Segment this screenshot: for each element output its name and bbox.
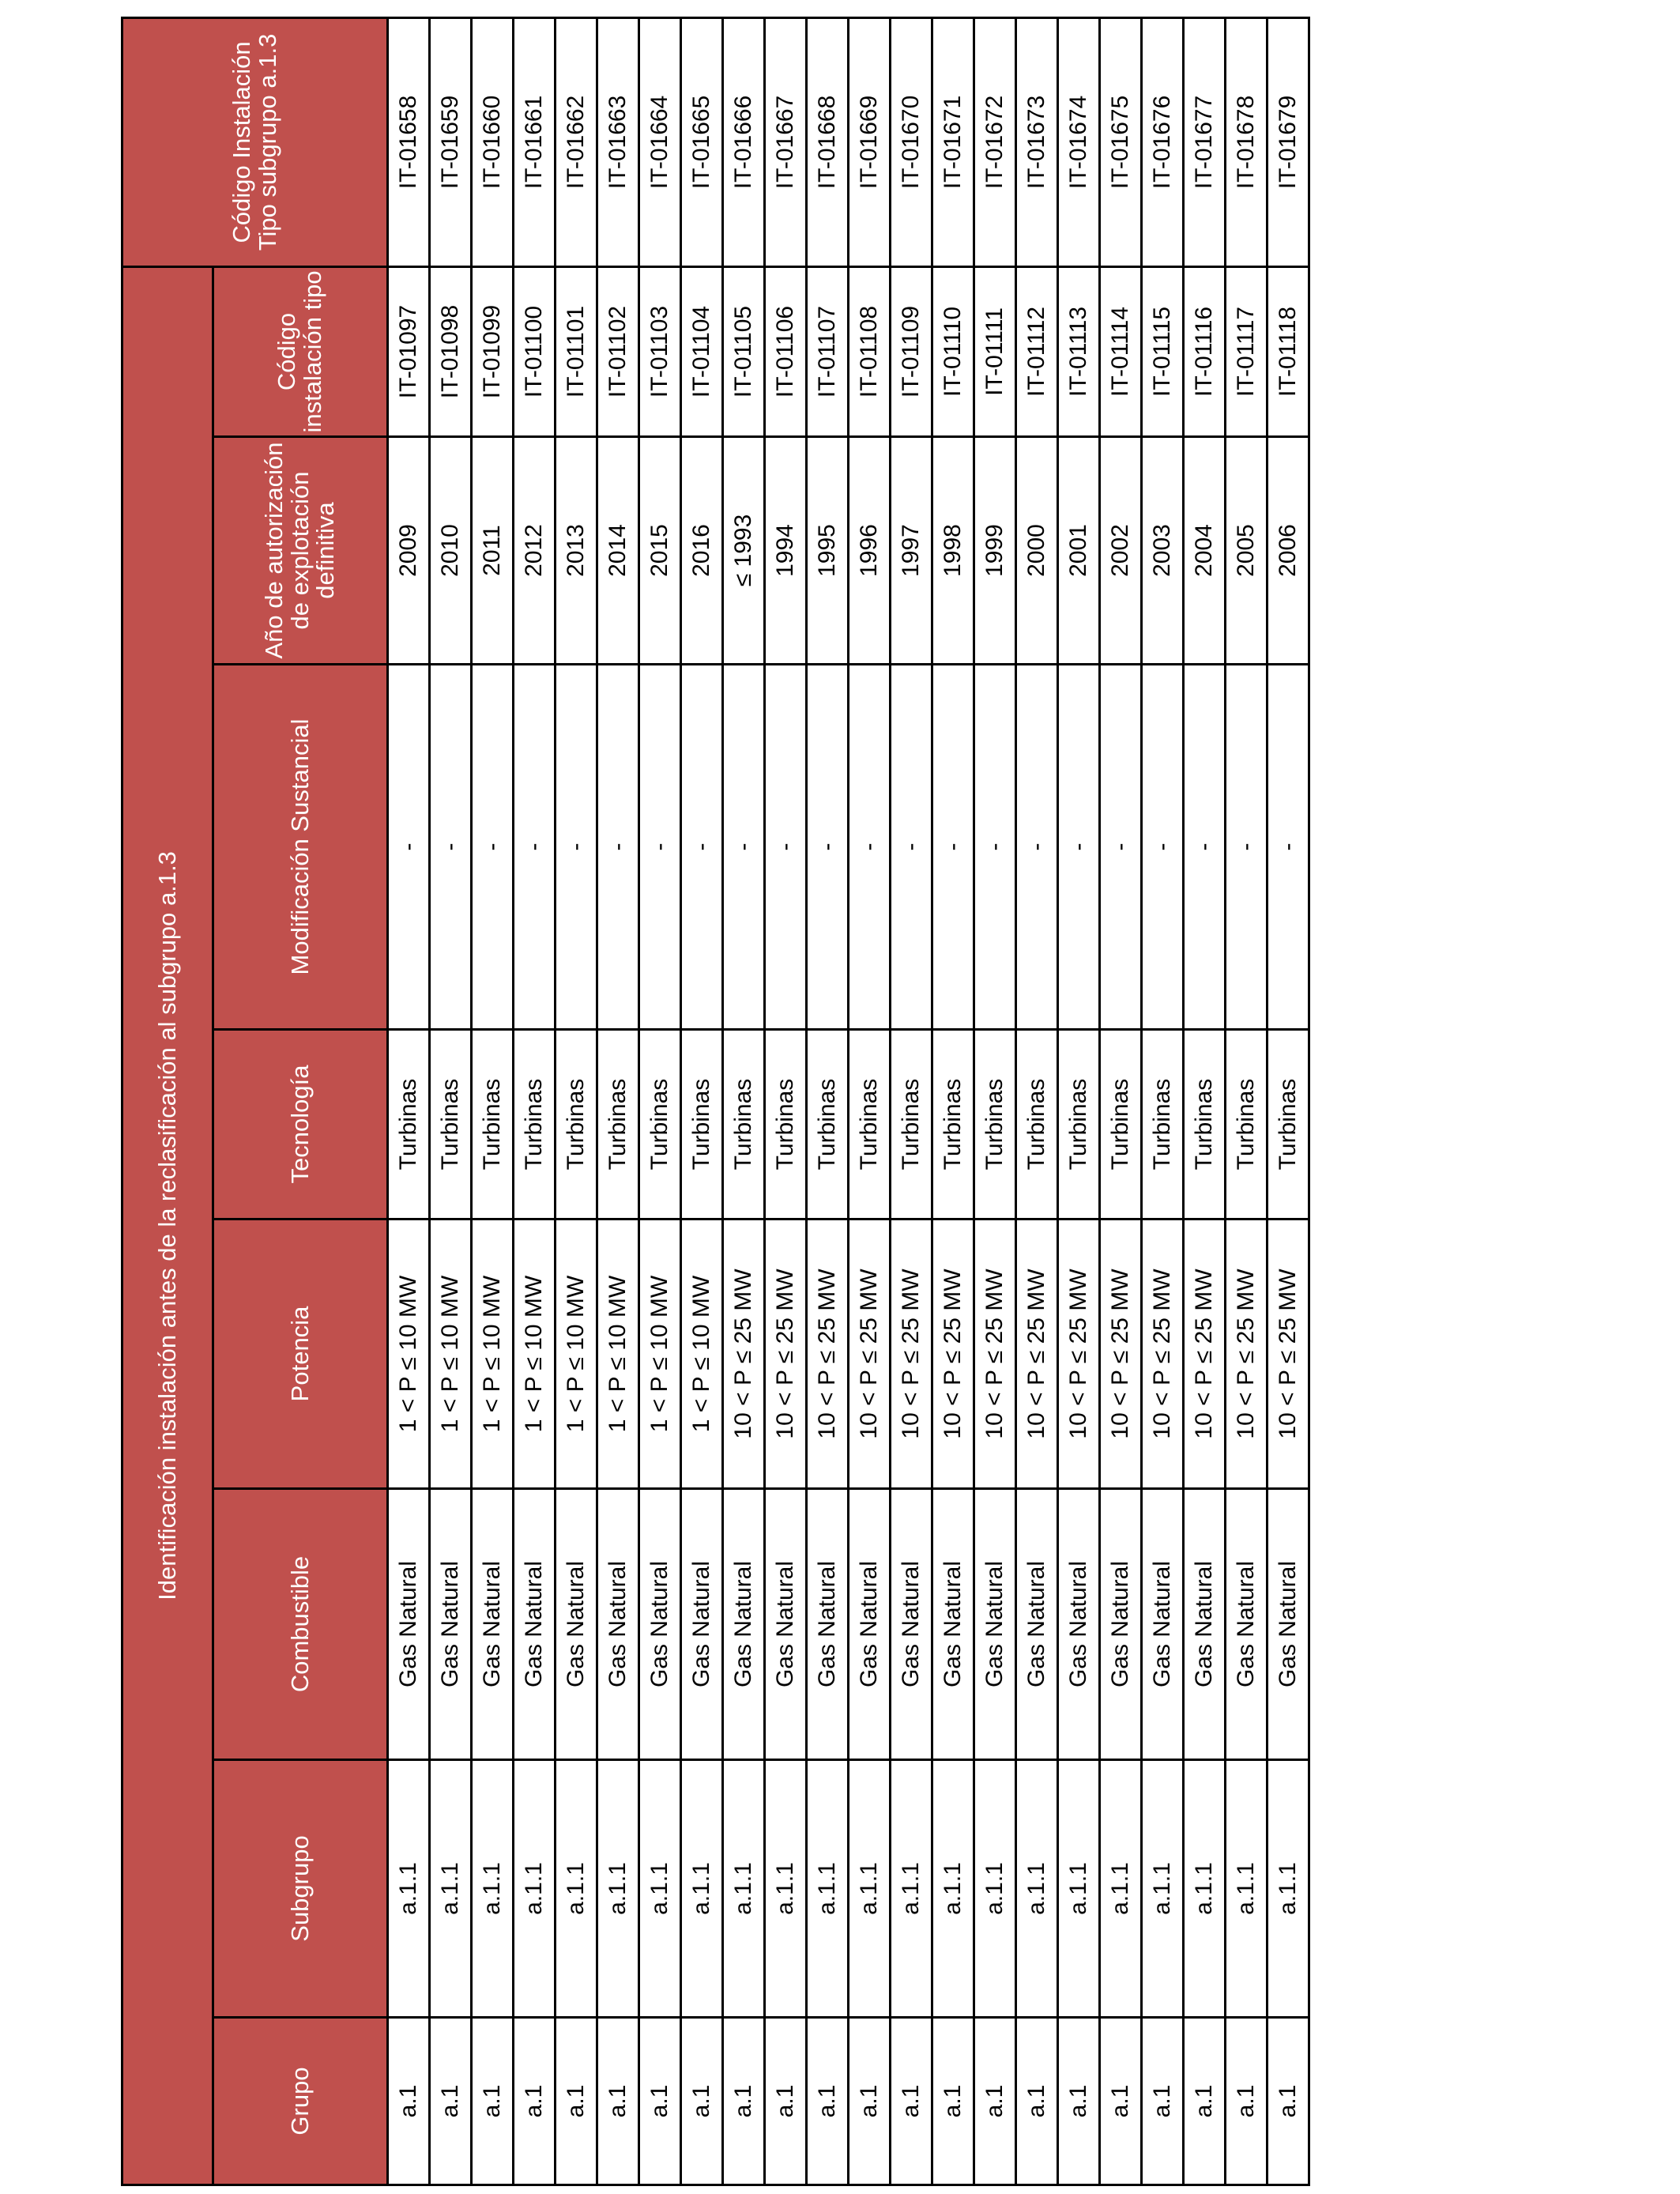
modificacion-cell: - — [849, 665, 891, 1030]
anio-cell: 2011 — [472, 437, 514, 665]
modificacion-cell: - — [1226, 665, 1268, 1030]
potencia-cell: 1 < P ≤ 10 MW — [388, 1220, 430, 1489]
codigo-tipo-cell: IT-01101 — [556, 266, 597, 436]
grupo-cell: a.1 — [1058, 2018, 1100, 2185]
codigo-tipo-cell: IT-01103 — [639, 266, 681, 436]
codigo-tipo-cell: IT-01112 — [1016, 266, 1058, 436]
table-row — [807, 17, 849, 2185]
anio-cell: 2013 — [556, 437, 597, 665]
tecnologia-cell: Turbinas — [388, 1030, 430, 1220]
modificacion-cell: - — [1100, 665, 1142, 1030]
combustible-cell: Gas Natural — [723, 1489, 765, 1760]
header-row-title — [122, 17, 213, 2185]
codigo-a13-cell: IT-01672 — [974, 17, 1016, 266]
codigo-tipo-cell: IT-01102 — [597, 266, 639, 436]
modificacion-cell: - — [1142, 665, 1184, 1030]
table-row — [974, 17, 1016, 2185]
codigo-a13-cell: IT-01660 — [472, 17, 514, 266]
codigo-tipo-cell: IT-01105 — [723, 266, 765, 436]
modificacion-cell: - — [388, 665, 430, 1030]
codigo-a13-cell: IT-01675 — [1100, 17, 1142, 266]
subgrupo-cell: a.1.1 — [849, 1760, 891, 2018]
table-row — [932, 17, 974, 2185]
reclassification-table — [121, 17, 1310, 2186]
subgrupo-cell: a.1.1 — [514, 1760, 556, 2018]
rotated-table-container — [121, 17, 1310, 2186]
potencia-cell: 10 < P ≤ 25 MW — [1100, 1220, 1142, 1489]
tecnologia-cell: Turbinas — [514, 1030, 556, 1220]
potencia-cell: 10 < P ≤ 25 MW — [932, 1220, 974, 1489]
potencia-cell: 1 < P ≤ 10 MW — [681, 1220, 723, 1489]
combustible-cell: Gas Natural — [514, 1489, 556, 1760]
combustible-cell: Gas Natural — [1268, 1489, 1309, 1760]
table-row — [514, 17, 556, 2185]
grupo-cell: a.1 — [1100, 2018, 1142, 2185]
modificacion-cell: - — [891, 665, 932, 1030]
tecnologia-cell: Turbinas — [1058, 1030, 1100, 1220]
combustible-cell: Gas Natural — [597, 1489, 639, 1760]
header-anio: Año de autorización de explotación definitiva — [213, 437, 388, 665]
subgrupo-cell: a.1.1 — [1184, 1760, 1226, 2018]
grupo-cell: a.1 — [1016, 2018, 1058, 2185]
combustible-cell: Gas Natural — [1016, 1489, 1058, 1760]
tecnologia-cell: Turbinas — [723, 1030, 765, 1220]
header-row-columns — [213, 17, 388, 2185]
table-row — [1268, 17, 1309, 2185]
combustible-cell: Gas Natural — [932, 1489, 974, 1760]
subgrupo-cell: a.1.1 — [1058, 1760, 1100, 2018]
table-row — [1016, 17, 1058, 2185]
tecnologia-cell: Turbinas — [639, 1030, 681, 1220]
modificacion-cell: - — [514, 665, 556, 1030]
anio-cell: ≤ 1993 — [723, 437, 765, 665]
modificacion-cell: - — [807, 665, 849, 1030]
codigo-a13-cell: IT-01669 — [849, 17, 891, 266]
modificacion-cell: - — [1268, 665, 1309, 1030]
modificacion-cell: - — [472, 665, 514, 1030]
codigo-a13-cell: IT-01671 — [932, 17, 974, 266]
grupo-cell: a.1 — [974, 2018, 1016, 2185]
table-row — [597, 17, 639, 2185]
header-potencia: Potencia — [213, 1220, 388, 1489]
anio-cell: 2014 — [597, 437, 639, 665]
header-grupo: Grupo — [213, 2018, 388, 2185]
codigo-tipo-cell: IT-01100 — [514, 266, 556, 436]
combustible-cell: Gas Natural — [556, 1489, 597, 1760]
grupo-cell: a.1 — [807, 2018, 849, 2185]
codigo-tipo-cell: IT-01117 — [1226, 266, 1268, 436]
anio-cell: 2002 — [1100, 437, 1142, 665]
potencia-cell: 10 < P ≤ 25 MW — [1268, 1220, 1309, 1489]
grupo-cell: a.1 — [1226, 2018, 1268, 2185]
codigo-a13-cell: IT-01658 — [388, 17, 430, 266]
table-row — [1184, 17, 1226, 2185]
codigo-tipo-cell: IT-01099 — [472, 266, 514, 436]
subgrupo-cell: a.1.1 — [765, 1760, 807, 2018]
potencia-cell: 10 < P ≤ 25 MW — [891, 1220, 932, 1489]
potencia-cell: 1 < P ≤ 10 MW — [430, 1220, 472, 1489]
potencia-cell: 1 < P ≤ 10 MW — [639, 1220, 681, 1489]
tecnologia-cell: Turbinas — [1226, 1030, 1268, 1220]
table-row — [1226, 17, 1268, 2185]
anio-cell: 2005 — [1226, 437, 1268, 665]
subgrupo-cell: a.1.1 — [723, 1760, 765, 2018]
anio-cell: 2012 — [514, 437, 556, 665]
subgrupo-cell: a.1.1 — [1016, 1760, 1058, 2018]
combustible-cell: Gas Natural — [639, 1489, 681, 1760]
codigo-a13-cell: IT-01674 — [1058, 17, 1100, 266]
modificacion-cell: - — [1016, 665, 1058, 1030]
subgrupo-cell: a.1.1 — [1142, 1760, 1184, 2018]
potencia-cell: 10 < P ≤ 25 MW — [1184, 1220, 1226, 1489]
codigo-a13-cell: IT-01679 — [1268, 17, 1309, 266]
table-row — [765, 17, 807, 2185]
modificacion-cell: - — [556, 665, 597, 1030]
table-row — [472, 17, 514, 2185]
codigo-tipo-cell: IT-01110 — [932, 266, 974, 436]
subgrupo-cell: a.1.1 — [556, 1760, 597, 2018]
codigo-tipo-cell: IT-01115 — [1142, 266, 1184, 436]
potencia-cell: 1 < P ≤ 10 MW — [597, 1220, 639, 1489]
subgrupo-cell: a.1.1 — [891, 1760, 932, 2018]
tecnologia-cell: Turbinas — [765, 1030, 807, 1220]
combustible-cell: Gas Natural — [681, 1489, 723, 1760]
codigo-a13-cell: IT-01668 — [807, 17, 849, 266]
grupo-cell: a.1 — [514, 2018, 556, 2185]
table-row — [1058, 17, 1100, 2185]
anio-cell: 1994 — [765, 437, 807, 665]
table-row — [639, 17, 681, 2185]
subgrupo-cell: a.1.1 — [472, 1760, 514, 2018]
codigo-a13-cell: IT-01663 — [597, 17, 639, 266]
tecnologia-cell: Turbinas — [556, 1030, 597, 1220]
table-row — [430, 17, 472, 2185]
combustible-cell: Gas Natural — [1226, 1489, 1268, 1760]
grupo-cell: a.1 — [430, 2018, 472, 2185]
tecnologia-cell: Turbinas — [1184, 1030, 1226, 1220]
grupo-cell: a.1 — [765, 2018, 807, 2185]
codigo-a13-cell: IT-01676 — [1142, 17, 1184, 266]
potencia-cell: 10 < P ≤ 25 MW — [765, 1220, 807, 1489]
codigo-a13-cell: IT-01667 — [765, 17, 807, 266]
codigo-tipo-cell: IT-01098 — [430, 266, 472, 436]
tecnologia-cell: Turbinas — [849, 1030, 891, 1220]
anio-cell: 1998 — [932, 437, 974, 665]
anio-cell: 1996 — [849, 437, 891, 665]
grupo-cell: a.1 — [472, 2018, 514, 2185]
combustible-cell: Gas Natural — [849, 1489, 891, 1760]
codigo-tipo-cell: IT-01113 — [1058, 266, 1100, 436]
tecnologia-cell: Turbinas — [430, 1030, 472, 1220]
table-row — [388, 17, 430, 2185]
grupo-cell: a.1 — [932, 2018, 974, 2185]
potencia-cell: 10 < P ≤ 25 MW — [1142, 1220, 1184, 1489]
codigo-a13-cell: IT-01677 — [1184, 17, 1226, 266]
grupo-cell: a.1 — [639, 2018, 681, 2185]
table-row — [681, 17, 723, 2185]
grupo-cell: a.1 — [681, 2018, 723, 2185]
header-tecnologia: Tecnología — [213, 1030, 388, 1220]
table-row — [891, 17, 932, 2185]
grupo-cell: a.1 — [597, 2018, 639, 2185]
combustible-cell: Gas Natural — [430, 1489, 472, 1760]
combustible-cell: Gas Natural — [1184, 1489, 1226, 1760]
codigo-a13-cell: IT-01673 — [1016, 17, 1058, 266]
anio-cell: 2015 — [639, 437, 681, 665]
modificacion-cell: - — [723, 665, 765, 1030]
tecnologia-cell: Turbinas — [472, 1030, 514, 1220]
modificacion-cell: - — [974, 665, 1016, 1030]
header-codigo-a13: Código Instalación Tipo subgrupo a.1.3 — [122, 17, 388, 266]
codigo-tipo-cell: IT-01097 — [388, 266, 430, 436]
table-row — [1142, 17, 1184, 2185]
tecnologia-cell: Turbinas — [1100, 1030, 1142, 1220]
anio-cell: 2016 — [681, 437, 723, 665]
grupo-cell: a.1 — [388, 2018, 430, 2185]
codigo-tipo-cell: IT-01114 — [1100, 266, 1142, 436]
codigo-a13-cell: IT-01662 — [556, 17, 597, 266]
anio-cell: 2004 — [1184, 437, 1226, 665]
subgrupo-cell: a.1.1 — [639, 1760, 681, 2018]
anio-cell: 1997 — [891, 437, 932, 665]
codigo-tipo-cell: IT-01118 — [1268, 266, 1309, 436]
combustible-cell: Gas Natural — [1142, 1489, 1184, 1760]
modificacion-cell: - — [681, 665, 723, 1030]
table-row — [849, 17, 891, 2185]
modificacion-cell: - — [597, 665, 639, 1030]
table-row — [1100, 17, 1142, 2185]
combustible-cell: Gas Natural — [388, 1489, 430, 1760]
potencia-cell: 1 < P ≤ 10 MW — [472, 1220, 514, 1489]
potencia-cell: 1 < P ≤ 10 MW — [556, 1220, 597, 1489]
codigo-tipo-cell: IT-01104 — [681, 266, 723, 436]
anio-cell: 1999 — [974, 437, 1016, 665]
modificacion-cell: - — [639, 665, 681, 1030]
subgrupo-cell: a.1.1 — [932, 1760, 974, 2018]
modificacion-cell: - — [765, 665, 807, 1030]
potencia-cell: 1 < P ≤ 10 MW — [514, 1220, 556, 1489]
anio-cell: 1995 — [807, 437, 849, 665]
tecnologia-cell: Turbinas — [1268, 1030, 1309, 1220]
modificacion-cell: - — [1058, 665, 1100, 1030]
codigo-tipo-cell: IT-01106 — [765, 266, 807, 436]
subgrupo-cell: a.1.1 — [681, 1760, 723, 2018]
tecnologia-cell: Turbinas — [932, 1030, 974, 1220]
anio-cell: 2001 — [1058, 437, 1100, 665]
combustible-cell: Gas Natural — [765, 1489, 807, 1760]
potencia-cell: 10 < P ≤ 25 MW — [849, 1220, 891, 1489]
codigo-a13-cell: IT-01659 — [430, 17, 472, 266]
header-combustible: Combustible — [213, 1489, 388, 1760]
table-row — [556, 17, 597, 2185]
modificacion-cell: - — [430, 665, 472, 1030]
combustible-cell: Gas Natural — [891, 1489, 932, 1760]
codigo-a13-cell: IT-01666 — [723, 17, 765, 266]
combustible-cell: Gas Natural — [1100, 1489, 1142, 1760]
grupo-cell: a.1 — [1268, 2018, 1309, 2185]
codigo-tipo-cell: IT-01108 — [849, 266, 891, 436]
codigo-a13-cell: IT-01678 — [1226, 17, 1268, 266]
header-modificacion: Modificación Sustancial — [213, 665, 388, 1030]
modificacion-cell: - — [1184, 665, 1226, 1030]
subgrupo-cell: a.1.1 — [807, 1760, 849, 2018]
tecnologia-cell: Turbinas — [597, 1030, 639, 1220]
codigo-tipo-cell: IT-01109 — [891, 266, 932, 436]
grupo-cell: a.1 — [849, 2018, 891, 2185]
subgrupo-cell: a.1.1 — [430, 1760, 472, 2018]
tecnologia-cell: Turbinas — [681, 1030, 723, 1220]
potencia-cell: 10 < P ≤ 25 MW — [723, 1220, 765, 1489]
anio-cell: 2010 — [430, 437, 472, 665]
codigo-tipo-cell: IT-01116 — [1184, 266, 1226, 436]
header-subgrupo: Subgrupo — [213, 1760, 388, 2018]
codigo-tipo-cell: IT-01107 — [807, 266, 849, 436]
subgrupo-cell: a.1.1 — [1268, 1760, 1309, 2018]
codigo-a13-cell: IT-01661 — [514, 17, 556, 266]
anio-cell: 2003 — [1142, 437, 1184, 665]
subgrupo-cell: a.1.1 — [1226, 1760, 1268, 2018]
codigo-a13-cell: IT-01665 — [681, 17, 723, 266]
tecnologia-cell: Turbinas — [1016, 1030, 1058, 1220]
combustible-cell: Gas Natural — [974, 1489, 1016, 1760]
codigo-a13-cell: IT-01670 — [891, 17, 932, 266]
subgrupo-cell: a.1.1 — [1100, 1760, 1142, 2018]
anio-cell: 2009 — [388, 437, 430, 665]
grupo-cell: a.1 — [1184, 2018, 1226, 2185]
combustible-cell: Gas Natural — [472, 1489, 514, 1760]
subgrupo-cell: a.1.1 — [974, 1760, 1016, 2018]
potencia-cell: 10 < P ≤ 25 MW — [1016, 1220, 1058, 1489]
tecnologia-cell: Turbinas — [1142, 1030, 1184, 1220]
tecnologia-cell: Turbinas — [807, 1030, 849, 1220]
table-title: Identificación instalación antes de la reclasificación al subgrupo a.1.3 — [122, 266, 213, 2185]
grupo-cell: a.1 — [891, 2018, 932, 2185]
tecnologia-cell: Turbinas — [974, 1030, 1016, 1220]
combustible-cell: Gas Natural — [807, 1489, 849, 1760]
subgrupo-cell: a.1.1 — [388, 1760, 430, 2018]
combustible-cell: Gas Natural — [1058, 1489, 1100, 1760]
potencia-cell: 10 < P ≤ 25 MW — [974, 1220, 1016, 1489]
grupo-cell: a.1 — [1142, 2018, 1184, 2185]
codigo-a13-cell: IT-01664 — [639, 17, 681, 266]
subgrupo-cell: a.1.1 — [597, 1760, 639, 2018]
table-row — [723, 17, 765, 2185]
header-codigo-tipo: Código instalación tipo — [213, 266, 388, 436]
potencia-cell: 10 < P ≤ 25 MW — [1058, 1220, 1100, 1489]
grupo-cell: a.1 — [723, 2018, 765, 2185]
table-body — [388, 17, 1309, 2185]
tecnologia-cell: Turbinas — [891, 1030, 932, 1220]
modificacion-cell: - — [932, 665, 974, 1030]
potencia-cell: 10 < P ≤ 25 MW — [807, 1220, 849, 1489]
grupo-cell: a.1 — [556, 2018, 597, 2185]
anio-cell: 2000 — [1016, 437, 1058, 665]
anio-cell: 2006 — [1268, 437, 1309, 665]
codigo-tipo-cell: IT-01111 — [974, 266, 1016, 436]
potencia-cell: 10 < P ≤ 25 MW — [1226, 1220, 1268, 1489]
